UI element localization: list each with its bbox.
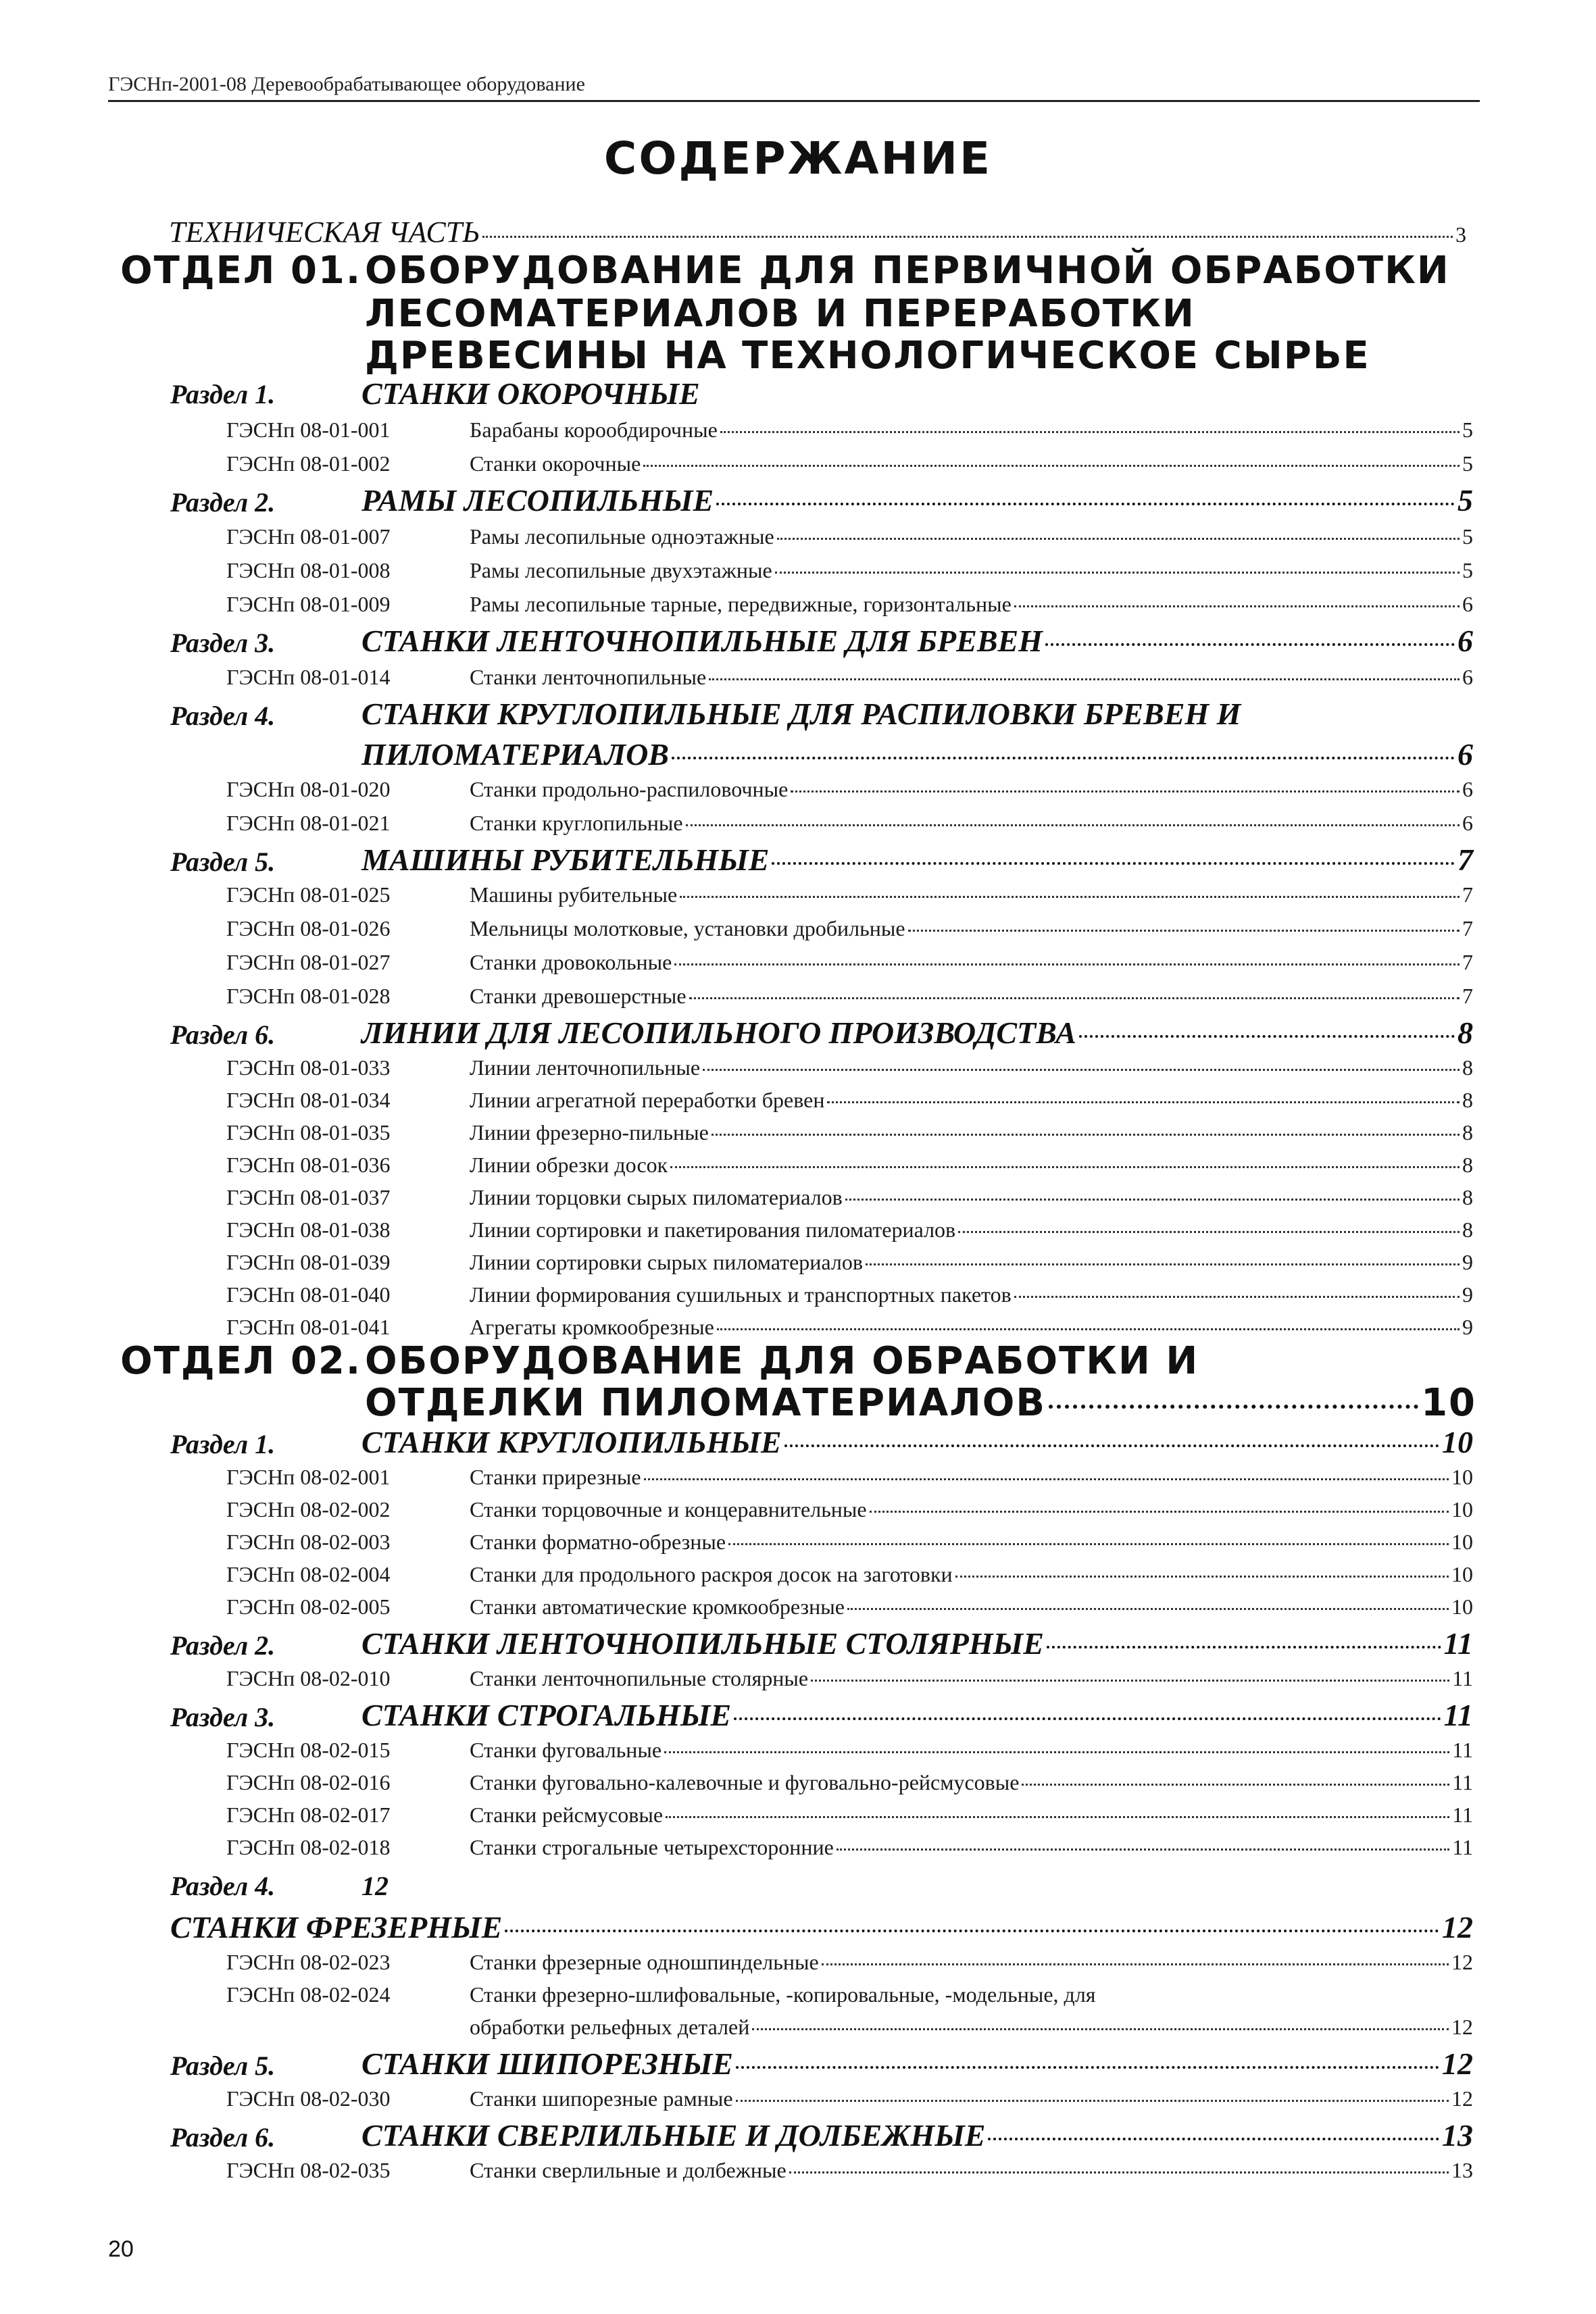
- toc-section[interactable]: [361, 623, 1473, 659]
- toc-item[interactable]: [226, 950, 1473, 975]
- item-title: Станки дровокольные: [470, 950, 672, 974]
- item-title: Рамы лесопильные тарные, передвижные, горизонтальные: [470, 592, 1012, 616]
- toc-item[interactable]: [226, 558, 1473, 583]
- toc-page-number: 11: [1452, 1666, 1473, 1690]
- item-code: ГЭСНп 08-01-036: [226, 1153, 391, 1177]
- section-label: Раздел 6.: [170, 1020, 276, 1050]
- section-orphan-page: 12: [361, 1871, 389, 1901]
- toc-page-number: 6: [1457, 624, 1473, 658]
- toc-page-number: 7: [1462, 882, 1473, 907]
- dot-leader: [837, 1848, 1449, 1851]
- dot-leader: [784, 1444, 1439, 1447]
- toc-page-number: 6: [1457, 737, 1473, 772]
- item-title: Станки ленточнопильные столярные: [470, 1666, 809, 1690]
- section-label: Раздел 1.: [170, 1429, 276, 1459]
- toc-page-number: 12: [1451, 2015, 1473, 2039]
- toc-page-number: 5: [1462, 418, 1473, 442]
- dot-leader: [703, 1069, 1460, 1071]
- dot-leader: [847, 1608, 1449, 1610]
- toc-page-number: 13: [1451, 2158, 1473, 2182]
- toc-page-number: 11: [1452, 1803, 1473, 1827]
- item-title: Рамы лесопильные двухэтажные: [470, 558, 772, 582]
- item-code: ГЭСНп 08-01-009: [226, 592, 391, 616]
- dept-title-line[interactable]: ДРЕВЕСИНЫ НА ТЕХНОЛОГИЧЕСКОЕ СЫРЬЕ: [365, 334, 1370, 378]
- section-title[interactable]: СТАНКИ ОКОРОЧНЫЕ: [361, 376, 700, 411]
- toc-page-number: 6: [1462, 665, 1473, 689]
- toc-page-number: 12: [1451, 1950, 1473, 1974]
- toc-section[interactable]: [361, 1015, 1473, 1051]
- section-label: Раздел 4.: [170, 1871, 276, 1901]
- section-title: СТАНКИ ЛЕНТОЧНОПИЛЬНЫЕ ДЛЯ БРЕВЕН: [361, 624, 1043, 658]
- section-title: МАШИНЫ РУБИТЕЛЬНЫЕ: [361, 842, 770, 877]
- toc-item[interactable]: [226, 1738, 1473, 1763]
- section-title: СТАНКИ ШИПОРЕЗНЫЕ: [361, 2046, 733, 2081]
- dot-leader: [1014, 605, 1460, 607]
- toc-item[interactable]: [226, 1120, 1473, 1145]
- toc-page-number: 5: [1462, 451, 1473, 476]
- toc-page-number: 10: [1421, 1381, 1476, 1425]
- toc-page-number: 7: [1462, 916, 1473, 940]
- toc-page-number: 6: [1462, 777, 1473, 801]
- item-code: ГЭСНп 08-01-001: [226, 418, 391, 442]
- toc-page-number: 9: [1462, 1282, 1473, 1307]
- toc-item[interactable]: [226, 1315, 1473, 1340]
- section-label: Раздел 6.: [170, 2122, 276, 2153]
- toc-item[interactable]: [226, 882, 1473, 907]
- toc-section[interactable]: [170, 1909, 1473, 1945]
- item-code: ГЭСНп 08-01-020: [226, 777, 391, 801]
- item-title: Станки фрезерно-шлифовальные, -копировальные, -модельные, для: [470, 1982, 1096, 2007]
- item-title: Станки круглопильные: [470, 811, 683, 835]
- section-title: СТАНКИ СВЕРЛИЛЬНЫЕ И ДОЛБЕЖНЫЕ: [361, 2118, 986, 2153]
- dot-leader: [644, 1478, 1449, 1480]
- toc-dept[interactable]: [365, 1381, 1476, 1425]
- item-code: ГЭСНп 08-01-033: [226, 1055, 391, 1080]
- item-title: Станки автоматические кромкообрезные: [470, 1594, 845, 1619]
- toc-page-number: 7: [1462, 984, 1473, 1008]
- item-code: ГЭСНп 08-02-030: [226, 2086, 391, 2111]
- item-title: Мельницы молотковые, установки дробильные: [470, 916, 905, 940]
- toc-section[interactable]: [361, 2046, 1473, 2082]
- toc-section[interactable]: [361, 736, 1473, 772]
- dot-leader: [1049, 1405, 1418, 1409]
- toc-item[interactable]: [226, 1465, 1473, 1490]
- dot-leader: [752, 2028, 1449, 2030]
- dot-leader: [666, 1816, 1449, 1818]
- dot-leader: [845, 1199, 1460, 1201]
- toc-page-number: 5: [1462, 558, 1473, 582]
- item-code: ГЭСНп 08-01-008: [226, 558, 391, 582]
- toc-item[interactable]: [226, 1835, 1473, 1860]
- item-code: ГЭСНп 08-02-024: [226, 1982, 391, 2007]
- toc-item[interactable]: [226, 1217, 1473, 1242]
- item-code: ГЭСНп 08-02-010: [226, 1666, 391, 1690]
- dot-leader: [672, 757, 1455, 759]
- item-title: Линии фрезерно-пильные: [470, 1120, 709, 1145]
- item-code: ГЭСНп 08-02-017: [226, 1803, 391, 1827]
- toc-page-number: 7: [1457, 842, 1473, 877]
- dept-title-line[interactable]: ОБОРУДОВАНИЕ ДЛЯ ПЕРВИЧНОЙ ОБРАБОТКИ: [365, 249, 1450, 293]
- dot-leader: [716, 503, 1455, 505]
- toc-page-number: 5: [1457, 483, 1473, 518]
- item-code: ГЭСНп 08-01-002: [226, 451, 391, 476]
- dot-leader: [988, 2138, 1439, 2140]
- item-code: ГЭСНп 08-01-025: [226, 882, 391, 907]
- dot-leader: [870, 1511, 1449, 1513]
- item-title: Линии формирования сушильных и транспортных пакетов: [470, 1282, 1012, 1307]
- item-code: ГЭСНп 08-02-016: [226, 1770, 391, 1794]
- toc-item[interactable]: [226, 2086, 1473, 2111]
- dept-title-line: ОТДЕЛКИ ПИЛОМАТЕРИАЛОВ: [365, 1381, 1047, 1425]
- item-code: ГЭСНп 08-02-003: [226, 1530, 391, 1554]
- item-code: ГЭСНп 08-01-035: [226, 1120, 391, 1145]
- dot-leader: [734, 1717, 1441, 1720]
- dot-leader: [791, 790, 1460, 793]
- toc-page-number: 6: [1462, 811, 1473, 835]
- item-code: ГЭСНп 08-02-015: [226, 1738, 391, 1762]
- section-label: Раздел 5.: [170, 847, 276, 877]
- item-title: Линии сортировки и пакетирования пиломатериалов: [470, 1217, 956, 1242]
- dot-leader: [686, 824, 1460, 826]
- page-number: 20: [108, 2236, 134, 2262]
- toc-item[interactable]: [226, 1055, 1473, 1080]
- item-code: ГЭСНп 08-02-035: [226, 2158, 391, 2182]
- item-title: Рамы лесопильные одноэтажные: [470, 524, 774, 549]
- item-title: Станки торцовочные и концеравнительные: [470, 1497, 867, 1521]
- item-code: ГЭСНп 08-01-038: [226, 1217, 391, 1242]
- dot-leader: [736, 2100, 1449, 2102]
- section-title: ЛИНИИ ДЛЯ ЛЕСОПИЛЬНОГО ПРОИЗВОДСТВА: [361, 1015, 1076, 1050]
- toc-item[interactable]: [226, 1770, 1473, 1795]
- dot-leader: [1047, 1646, 1441, 1649]
- toc-page-number: 10: [1451, 1562, 1473, 1586]
- toc-item-continuation[interactable]: [470, 2015, 1473, 2040]
- dot-leader: [822, 1963, 1449, 1965]
- toc-page-number: 11: [1443, 1626, 1473, 1661]
- dot-leader: [709, 678, 1460, 680]
- section-title-line[interactable]: СТАНКИ КРУГЛОПИЛЬНЫЕ ДЛЯ РАСПИЛОВКИ БРЕВЕН И: [361, 697, 1241, 731]
- dot-leader: [674, 963, 1460, 965]
- dot-leader: [777, 538, 1460, 540]
- section-title: СТАНКИ ЛЕНТОЧНОПИЛЬНЫЕ СТОЛЯРНЫЕ: [361, 1626, 1044, 1661]
- item-title: Станки сверлильные и долбежные: [470, 2158, 787, 2182]
- dot-leader: [482, 236, 1453, 238]
- dot-leader: [1014, 1296, 1460, 1298]
- item-title: Барабаны корообдирочные: [470, 418, 718, 442]
- dot-leader: [789, 2171, 1449, 2173]
- item-code: ГЭСНп 08-01-041: [226, 1315, 391, 1339]
- dept-title-line[interactable]: ЛЕСОМАТЕРИАЛОВ И ПЕРЕРАБОТКИ: [365, 292, 1195, 336]
- item-title: Линии торцовки сырых пиломатериалов: [470, 1185, 843, 1209]
- item-code: ГЭСНп 08-02-001: [226, 1465, 391, 1489]
- item-code: ГЭСНп 08-01-039: [226, 1250, 391, 1274]
- dot-leader: [908, 930, 1460, 932]
- section-label: Раздел 2.: [170, 1630, 276, 1661]
- dot-leader: [1045, 643, 1455, 646]
- toc-item[interactable]: [226, 1530, 1473, 1555]
- dot-leader: [712, 1134, 1460, 1136]
- dot-leader: [717, 1328, 1460, 1330]
- section-title: СТАНКИ СТРОГАЛЬНЫЕ: [361, 1698, 732, 1732]
- toc-item[interactable]: [226, 1497, 1473, 1522]
- item-code: ГЭСНп 08-02-005: [226, 1594, 391, 1619]
- item-title: Линии сортировки сырых пиломатериалов: [470, 1250, 863, 1274]
- item-title: Станки прирезные: [470, 1465, 641, 1489]
- toc-item[interactable]: [226, 1666, 1473, 1691]
- toc-item[interactable]: [226, 1803, 1473, 1828]
- item-code: ГЭСНп 08-01-040: [226, 1282, 391, 1307]
- toc-item[interactable]: [226, 1594, 1473, 1619]
- dot-leader: [772, 862, 1455, 865]
- dot-leader: [775, 572, 1460, 574]
- toc-item[interactable]: [226, 1250, 1473, 1275]
- item-code: ГЭСНп 08-02-023: [226, 1950, 391, 1974]
- item-title: Станки древошерстные: [470, 984, 687, 1008]
- item-title: Станки окорочные: [470, 451, 641, 476]
- toc-page-number: 3: [1455, 222, 1466, 247]
- toc-page-number: 13: [1442, 2118, 1473, 2153]
- dot-leader: [827, 1101, 1460, 1103]
- item-code: ГЭСНп 08-01-021: [226, 811, 391, 835]
- toc-page-number: 7: [1462, 950, 1473, 974]
- dot-leader: [1022, 1784, 1449, 1786]
- toc-page-number: 8: [1462, 1088, 1473, 1112]
- dot-leader: [1079, 1035, 1455, 1038]
- item-code: ГЭСНп 08-01-034: [226, 1088, 391, 1112]
- item-title: Станки для продольного раскроя досок на заготовки: [470, 1562, 953, 1586]
- dept-label: ОТДЕЛ 01.: [120, 249, 362, 293]
- toc-item[interactable]: [226, 1950, 1473, 1975]
- toc-section[interactable]: [361, 842, 1473, 878]
- item-code: ГЭСНп 08-01-026: [226, 916, 391, 940]
- toc-page-number: 10: [1451, 1497, 1473, 1521]
- toc-item[interactable]: [226, 1982, 1473, 2007]
- toc-section[interactable]: [361, 482, 1473, 518]
- toc-page-number: 11: [1443, 1698, 1473, 1732]
- item-code: ГЭСНп 08-01-014: [226, 665, 391, 689]
- toc-item[interactable]: [226, 665, 1473, 690]
- toc-page-number: 10: [1451, 1594, 1473, 1619]
- toc-item[interactable]: [226, 1153, 1473, 1178]
- item-title: Станки фуговально-калевочные и фуговально-рейсмусовые: [470, 1770, 1020, 1794]
- toc-entry-label: ТЕХНИЧЕСКАЯ ЧАСТЬ: [169, 216, 480, 249]
- toc-page-number: 12: [1451, 2086, 1473, 2111]
- toc-item[interactable]: [226, 1282, 1473, 1307]
- item-code: ГЭСНп 08-01-037: [226, 1185, 391, 1209]
- item-title: Машины рубительные: [470, 882, 678, 907]
- item-title: Станки шипорезные рамные: [470, 2086, 733, 2111]
- dot-leader: [728, 1543, 1449, 1545]
- toc-section[interactable]: [361, 1424, 1473, 1460]
- toc-item[interactable]: [226, 1088, 1473, 1113]
- section-title: РАМЫ ЛЕСОПИЛЬНЫЕ: [361, 483, 714, 518]
- dot-leader: [505, 1930, 1439, 1932]
- toc-page-number: 9: [1462, 1315, 1473, 1339]
- toc-page-number: 9: [1462, 1250, 1473, 1274]
- item-title: Линии обрезки досок: [470, 1153, 668, 1177]
- item-title: Станки фрезерные одношпиндельные: [470, 1950, 819, 1974]
- dot-leader: [955, 1576, 1449, 1578]
- toc-page-number: 6: [1462, 592, 1473, 616]
- item-code: ГЭСНп 08-02-002: [226, 1497, 391, 1521]
- toc-item[interactable]: [226, 592, 1473, 617]
- section-label: Раздел 1.: [170, 379, 276, 409]
- toc-item[interactable]: [226, 451, 1473, 476]
- item-code: ГЭСНп 08-01-028: [226, 984, 391, 1008]
- toc-page-number: 8: [1462, 1185, 1473, 1209]
- section-label: Раздел 5.: [170, 2051, 276, 2081]
- item-code: ГЭСНп 08-01-027: [226, 950, 391, 974]
- dept-title-line[interactable]: ОБОРУДОВАНИЕ ДЛЯ ОБРАБОТКИ И: [365, 1339, 1199, 1383]
- item-title: Линии ленточнопильные: [470, 1055, 701, 1080]
- section-title: СТАНКИ ФРЕЗЕРНЫЕ: [170, 1910, 503, 1944]
- toc-item[interactable]: [226, 984, 1473, 1009]
- item-code: ГЭСНп 08-01-007: [226, 524, 391, 549]
- section-label: Раздел 3.: [170, 1702, 276, 1732]
- toc-page-number: 12: [1442, 2046, 1473, 2081]
- item-title: Станки строгальные четырехсторонние: [470, 1835, 834, 1859]
- toc-item[interactable]: [226, 777, 1473, 802]
- dept-label: ОТДЕЛ 02.: [120, 1339, 362, 1383]
- dot-leader: [720, 431, 1460, 433]
- toc-page-number: 8: [1462, 1055, 1473, 1080]
- dot-leader: [866, 1263, 1460, 1265]
- toc-page-number: 5: [1462, 524, 1473, 549]
- toc-page-number: 8: [1457, 1015, 1473, 1050]
- toc-page-number: 10: [1442, 1425, 1473, 1459]
- toc-page-number: 8: [1462, 1120, 1473, 1145]
- toc-item[interactable]: [226, 2158, 1473, 2183]
- item-title: Станки рейсмусовые: [470, 1803, 664, 1827]
- page-title: СОДЕРЖАНИЕ: [603, 132, 993, 184]
- item-code: ГЭСНп 08-02-018: [226, 1835, 391, 1859]
- dot-leader: [670, 1166, 1460, 1168]
- toc-page-number: 8: [1462, 1153, 1473, 1177]
- toc-page-number: 8: [1462, 1217, 1473, 1242]
- section-title: СТАНКИ КРУГЛОПИЛЬНЫЕ: [361, 1425, 782, 1459]
- toc-entry-tech-part[interactable]: [169, 215, 1466, 249]
- item-title: Станки форматно-обрезные: [470, 1530, 726, 1554]
- section-label: Раздел 3.: [170, 628, 276, 658]
- dot-leader: [643, 465, 1460, 467]
- dot-leader: [811, 1680, 1449, 1682]
- toc-item[interactable]: [226, 1562, 1473, 1587]
- section-label: Раздел 2.: [170, 487, 276, 518]
- toc-item[interactable]: [226, 811, 1473, 836]
- item-title: Агрегаты кромкообрезные: [470, 1315, 714, 1339]
- toc-page-number: 12: [1442, 1910, 1473, 1944]
- toc-item[interactable]: [226, 916, 1473, 941]
- dot-leader: [664, 1751, 1449, 1753]
- section-label: Раздел 4.: [170, 701, 276, 731]
- item-title: Линии агрегатной переработки бревен: [470, 1088, 825, 1112]
- running-head: ГЭСНп-2001-08 Деревообрабатывающее оборудование: [108, 73, 1480, 102]
- toc-section[interactable]: [361, 1697, 1473, 1733]
- toc-item[interactable]: [226, 1185, 1473, 1210]
- dot-leader: [689, 997, 1460, 999]
- toc-page-number: 11: [1452, 1738, 1473, 1762]
- toc-page-number: 10: [1451, 1465, 1473, 1489]
- toc-page-number: 11: [1452, 1770, 1473, 1794]
- toc-section[interactable]: [361, 1626, 1473, 1661]
- item-title: Станки фуговальные: [470, 1738, 662, 1762]
- dot-leader: [680, 896, 1460, 898]
- item-title: Станки ленточнопильные: [470, 665, 707, 689]
- item-title: Станки продольно-распиловочные: [470, 777, 789, 801]
- toc-section[interactable]: [361, 2117, 1473, 2153]
- toc-page-number: 10: [1451, 1530, 1473, 1554]
- toc-item[interactable]: [226, 418, 1473, 443]
- item-code: ГЭСНп 08-02-004: [226, 1562, 391, 1586]
- section-title-line: ПИЛОМАТЕРИАЛОВ: [361, 737, 669, 772]
- dot-leader: [958, 1231, 1460, 1233]
- toc-item[interactable]: [226, 524, 1473, 549]
- toc-page-number: 11: [1452, 1835, 1473, 1859]
- dot-leader: [736, 2066, 1439, 2069]
- item-title: обработки рельефных деталей: [470, 2015, 750, 2039]
